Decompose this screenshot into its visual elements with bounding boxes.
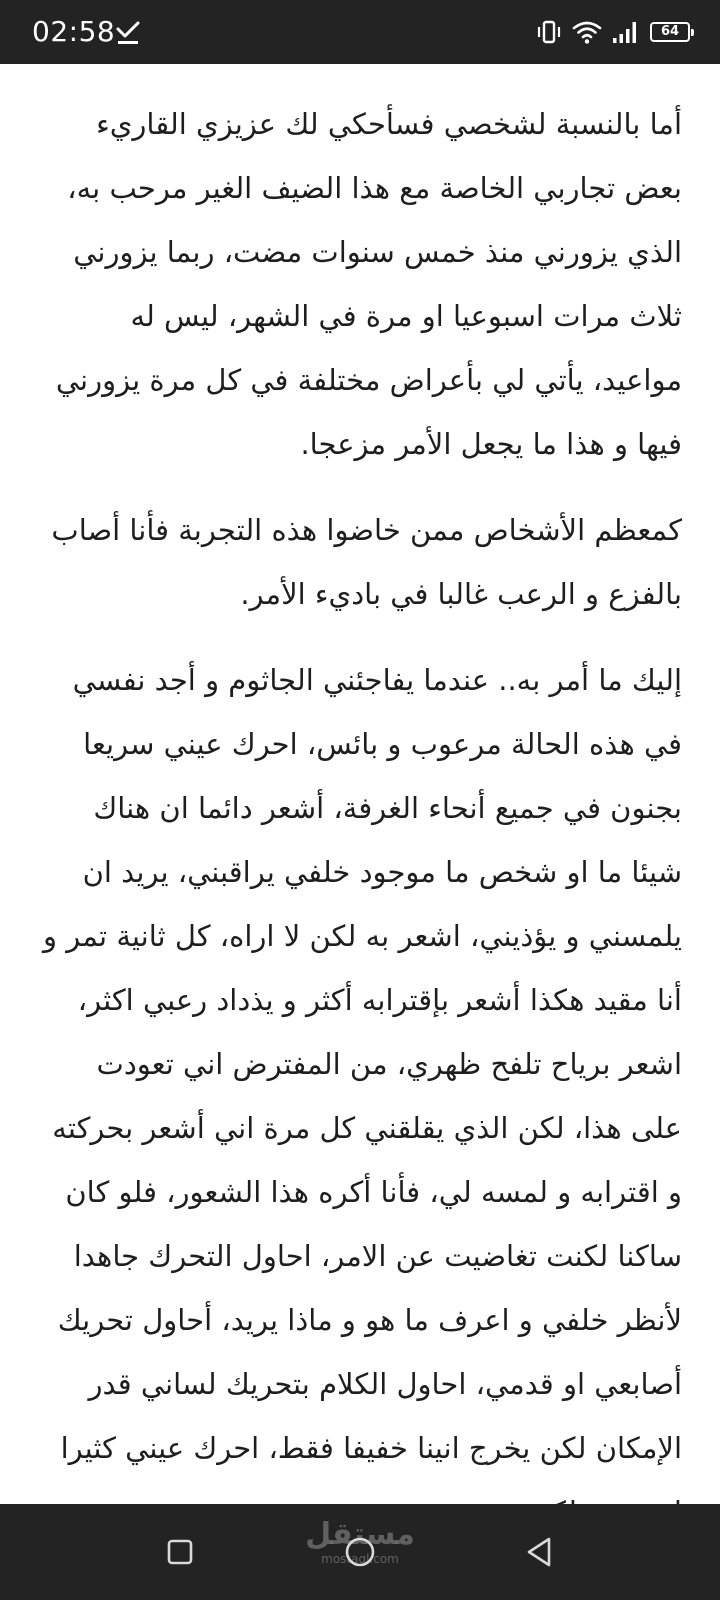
- article-paragraph-3: إليك ما أمر به.. عندما يفاجئني الجاثوم و أجد نفسي في هذه الحالة مرعوب و بائس، احرك عيني سريعا بجنون في جميع أنحاء الغرفة، أشعر دائما ان هناك شيئا ما او شخص ما موجود خلفي يراقبني، يريد ان يلمسني و يؤذيني، اشعر به لكن لا اراه، كل ثانية تمر و أنا مقيد هكذا أشعر بإقترابه أكثر و يذداد رعبي اكثر، اشعر برياح تلفح ظهري، من المفترض اني تعودت على هذا، لكن الذي يقلقني كل مرة اني أشعر بحركته و اقترابه و لمسه لي، فأنا أكره هذا الشعور، فلو كان ساكنا لكنت تغاضيت عن الامر، احاول التحرك جاهدا لأنظر خلفي و اعرف ما هو و ماذا يريد، أحاول تحريك أصابعي او قدمي، احاول الكلام بتحريك لساني قدر الإمكان لكن يخرج انينا خفيفا فقط، احرك عيني كثيرا: [43, 663, 682, 1465]
- check-download-icon: [116, 20, 140, 46]
- battery-level: 64: [660, 24, 680, 39]
- recents-button[interactable]: [160, 1532, 200, 1572]
- battery-icon: [650, 22, 690, 42]
- status-time: 02:58: [32, 15, 116, 48]
- article-content: [0, 64, 720, 1504]
- navigation-bar: [0, 1504, 720, 1600]
- status-bar: [0, 0, 720, 64]
- wifi-icon: [572, 19, 602, 45]
- article-paragraph-2: كمعظم الأشخاص ممن خاضوا هذه التجربة فأنا أصاب بالفزع و الرعب غالبا في باديء الأمر.: [51, 513, 682, 611]
- article-paragraph-1: أما بالنسبة لشخصي فسأحكي لك عزيزي القاريء بعض تجاربي الخاصة مع هذا الضيف الغير مرحب به، الذي يزورني منذ خمس سنوات مضت، ربما يزورني ثلاث مرات اسبوعيا او مرة في الشهر، ليس له مواعيد، يأتي لي بأعراض مختلفة في كل مرة يزورني فيها و هذا ما يجعل الأمر مزعجا.: [55, 107, 682, 461]
- back-triangle-icon: [525, 1536, 555, 1568]
- vibrate-icon: [536, 19, 562, 45]
- status-icons: [536, 16, 690, 48]
- watermark-sub-text: mostaql.com: [321, 1552, 399, 1566]
- cell-signal-icon: [612, 19, 638, 45]
- recents-square-icon: [166, 1538, 194, 1566]
- watermark-main-text: مستقل: [305, 1517, 415, 1552]
- home-circle-icon: [344, 1536, 376, 1568]
- home-button[interactable]: [340, 1532, 380, 1572]
- back-button[interactable]: [520, 1532, 560, 1572]
